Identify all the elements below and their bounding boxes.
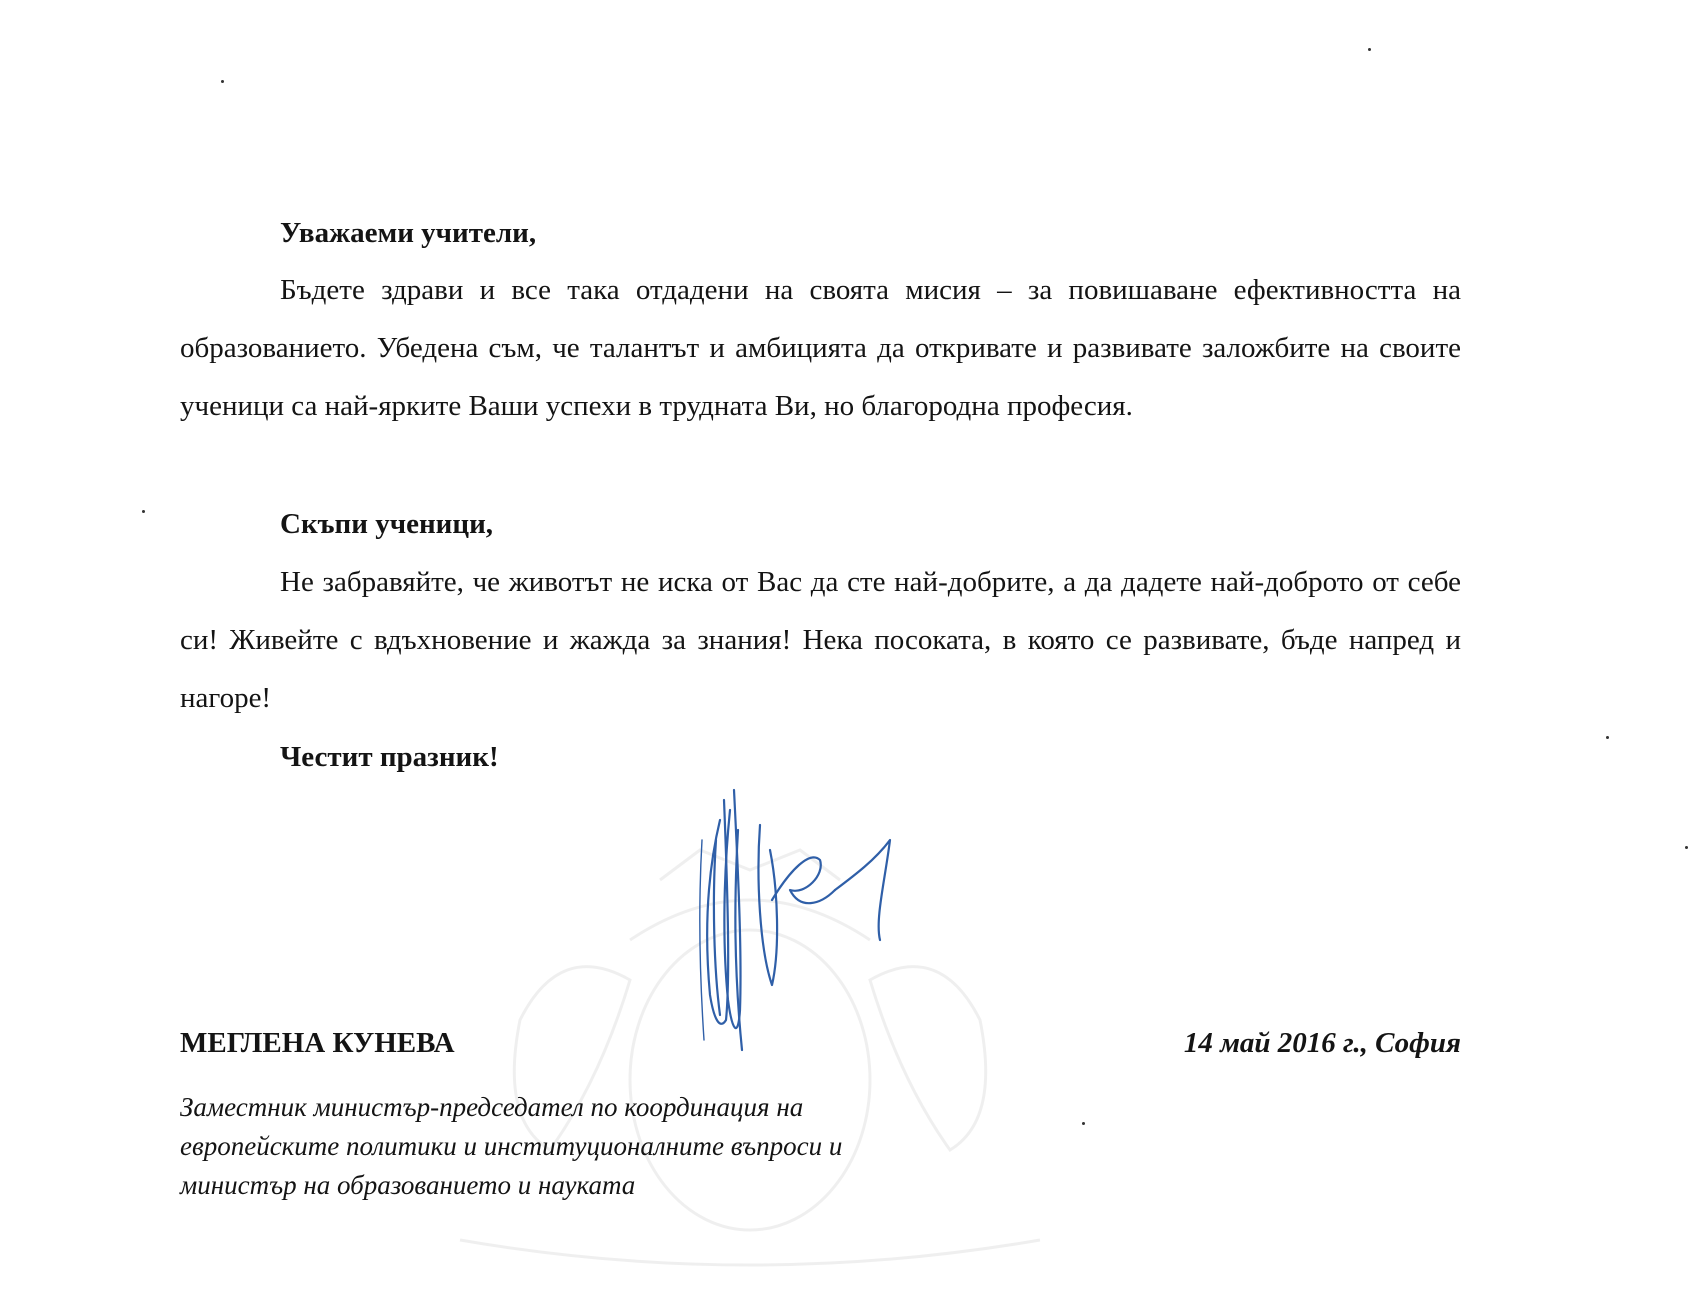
scan-speck [1082, 1122, 1085, 1125]
signer-title-line: европейските политики и институционалните въпроси и [180, 1131, 843, 1161]
scan-speck [1606, 736, 1609, 739]
signer-title-line: Заместник министър-председател по координация на [180, 1092, 804, 1122]
greeting-students: Скъпи ученици, [280, 508, 494, 540]
scan-speck [221, 80, 224, 83]
scan-speck [142, 510, 145, 513]
scan-speck [1368, 48, 1371, 51]
scan-speck [1685, 846, 1688, 849]
date-and-place: 14 май 2016 г., София [1183, 1027, 1461, 1059]
signer-name: МЕГЛЕНА КУНЕВА [180, 1027, 455, 1059]
signer-title-line: министър на образованието и науката [180, 1170, 636, 1200]
signer-title [180, 1088, 1040, 1205]
paragraph-teachers: Бъдете здрави и все така отдадени на своята мисия – за повишаване ефективността на образованието. Убедена съм, че талантът и амбицията да откривате и развивате заложбите на своите ученици са най-ярките Ваши успехи в трудната Ви, но благородна професия. [180, 274, 1461, 422]
handwritten-signature [690, 780, 930, 1060]
closing-wish: Честит празник! [280, 741, 499, 773]
greeting-teachers: Уважаеми учители, [280, 217, 537, 249]
paragraph-students: Не забравяйте, че животът не иска от Вас да сте най-добрите, а да дадете най-доброто от себе си! Живейте с вдъхновение и жажда за знания! Нека посоката, в която се развивате, бъде напред и нагоре! [180, 566, 1461, 714]
